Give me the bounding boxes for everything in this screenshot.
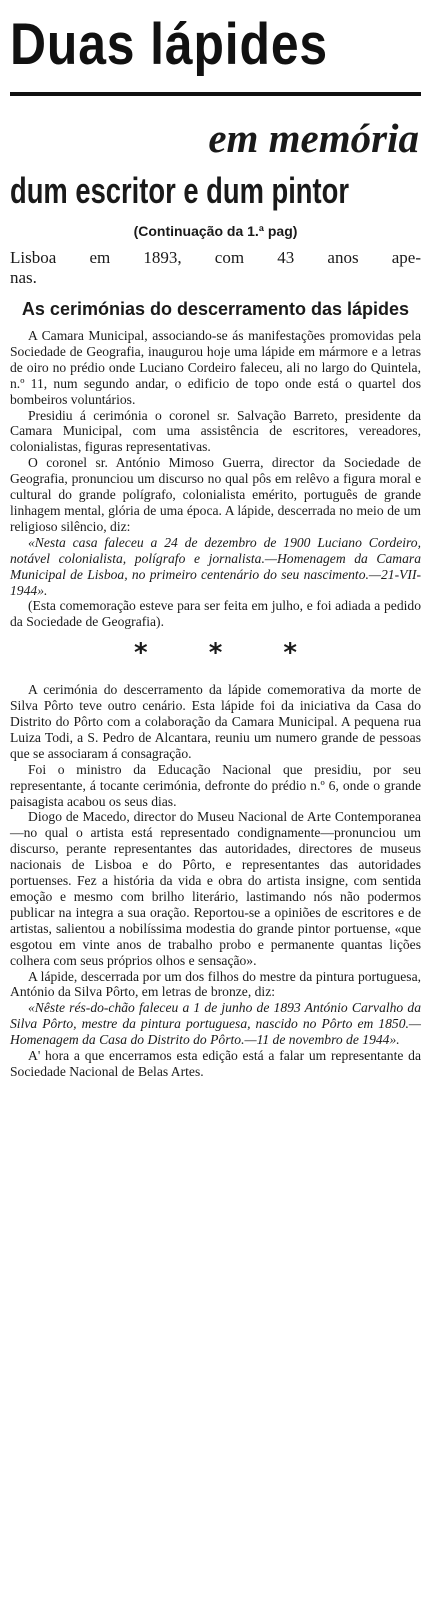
paragraph: A Camara Municipal, associando-se ás manifestações promovidas pela Sociedade de Geografia, inaugurou hoje uma lápide em mármore e a letras de oiro no prédio onde Luciano Cordeiro faleceu, ali no largo do Quintela, n.º 11, num segundo andar, o edificio de topo onde está o quartel dos bombeiros voluntários. (10, 328, 421, 407)
paragraph: Diogo de Macedo, director do Museu Nacional de Arte Contemporanea—no qual o artista está representado condignamente—pronunciou um discurso, perante representantes das autoridades, directores de museus nacionais de Lisboa e do Pôrto, e representantes das autoridades portuenses. Fez a história da vida e obra do artista insigne, com sentida emoção e mesmo com brilho literário, lastimando nós não podermos publicar na integra a sua oração. Reportou-se a opiniões de escritores e de artistas, salientou a nobilíssima modestia do grande pintor portuense, «que esgotou em vinte anos de trabalho probo e permanente quantas lições colhera com seus próprios olhos e sensação». (10, 809, 421, 968)
paragraph: O coronel sr. António Mimoso Guerra, director da Sociedade de Geografia, pronunciou um discurso no qual pôs em relêvo a figura moral e cultural do grande polígrafo, colonialista emérito, português de grande linhagem mental, glória de uma época. A lápide, descerrada no meio de um religioso silêncio, diz: (10, 455, 421, 534)
section-title: As cerimónias do descerramento das lápides (21, 299, 410, 319)
headline: Duas lápides (10, 12, 329, 77)
continuation-note: (Continuação da 1.ª pag) (133, 223, 298, 239)
paragraph: A' hora a que encerramos esta edição está a falar um representante da Sociedade Nacional de Belas Artes. (10, 1048, 421, 1079)
headline-rule (10, 92, 421, 96)
article-part-2 (10, 682, 421, 1080)
article-part-1 (10, 328, 421, 630)
paragraph: A lápide, descerrada por um dos filhos do mestre da pintura portuguesa, António da Silva Pôrto, em letras de bronze, diz: (10, 968, 421, 1000)
paragraph: A cerimónia do descerramento da lápide comemorativa da morte de Silva Pôrto teve outro cenário. Esta lápide foi da iniciativa da Casa do Distrito do Pôrto com a colaboração da Camara Municipal. A pequena rua Luiza Todi, a S. Pedro de Alcantara, reuniu um numero grande de pessoas que se associaram á consagração. (10, 682, 421, 761)
section-separator: * * * (134, 638, 323, 669)
lead-line-1: Lisboa em 1893, com 43 anos ape- (10, 248, 421, 267)
inscription-quote: «Nêste rés-do-chão faleceu a 1 de junho de 1893 António Carvalho da Silva Pôrto, mestre da pintura portuguesa, nascido no Pôrto em 1850.—Homenagem da Casa do Distrito do Pôrto.—11 de novembro de 1944». (10, 1000, 421, 1048)
paragraph: Foi o ministro da Educação Nacional que presidiu, por seu representante, á tocante cerimónia, defronte do prédio n.º 6, onde o grande paisagista acabou os seus dias. (10, 761, 421, 809)
lead-line-2: nas. (10, 268, 37, 287)
paragraph: Presidiu á cerimónia o coronel sr. Salvação Barreto, presidente da Camara Municipal, com uma assistência de escritores, vereadores, colonialistas, figuras representativas. (10, 407, 421, 455)
subheadline-2: dum escritor e dum pintor (10, 170, 349, 211)
paragraph: (Esta comemoração esteve para ser feita em julho, e foi adiada a pedido da Sociedade de Geografia). (10, 598, 421, 630)
inscription-quote: «Nesta casa faleceu a 24 de dezembro de 1900 Luciano Cordeiro, notável colonialista, polígrafo e jornalista.—Homenagem da Camara Municipal de Lisboa, no primeiro centenário do seu nascimento.—21-VII-1944». (10, 534, 421, 598)
subheadline-1: em memória (208, 115, 419, 161)
newspaper-clipping (0, 14, 435, 1614)
